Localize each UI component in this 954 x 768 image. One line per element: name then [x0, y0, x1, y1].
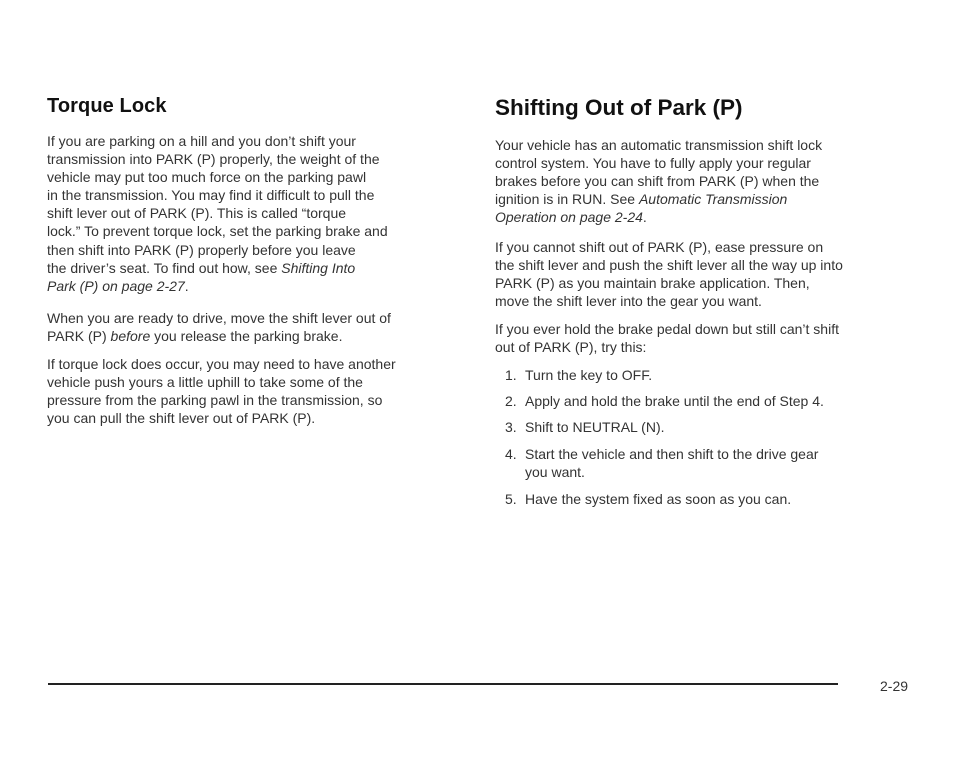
text-line: pressure from the parking pawl in the transmission, so	[47, 392, 383, 409]
step-number: 3.	[505, 419, 517, 435]
text-line: If you are parking on a hill and you don’t shift your	[47, 133, 356, 149]
cross-reference-shifting-into-park: Shifting Into	[281, 259, 356, 276]
step-text: Have the system fixed as soon as you can.	[525, 491, 792, 507]
list-item	[505, 366, 652, 384]
text-line: Your vehicle has an automatic transmission shift lock	[495, 137, 823, 153]
text-line	[495, 190, 822, 208]
text-run: the driver’s seat. To find out how, see	[47, 259, 282, 276]
text-line: control system. You have to fully apply your regular	[495, 155, 811, 172]
text-run: you release the parking brake.	[150, 328, 343, 345]
text-run: .	[184, 277, 189, 294]
text-line: If you ever hold the brake pedal down but still can’t shift	[495, 321, 839, 337]
text-line	[47, 327, 391, 345]
step-number: 2.	[505, 393, 517, 409]
step-text: Start the vehicle and then shift to the drive gear	[525, 446, 819, 462]
text-line: If you cannot shift out of PARK (P), ease pressure on	[495, 239, 824, 255]
text-line: vehicle may put too much force on the parking pawl	[47, 169, 367, 186]
text-line	[47, 277, 388, 295]
list-item	[505, 445, 818, 481]
step-text: Turn the key to OFF.	[525, 367, 653, 383]
emphasis-before: before	[110, 328, 151, 345]
text-line: then shift into PARK (P) properly before you leave	[47, 241, 356, 258]
text-line: the shift lever and push the shift lever all the way up into	[495, 257, 843, 274]
step-number: 4.	[505, 446, 517, 462]
text-line: PARK (P) as you maintain brake application. Then,	[495, 275, 810, 292]
shifting-paragraph-2	[495, 238, 843, 310]
text-run: PARK (P)	[47, 328, 111, 345]
text-line	[495, 208, 822, 226]
step-text: Shift to NEUTRAL (N).	[525, 419, 665, 435]
shifting-paragraph-1	[495, 136, 822, 226]
torque-lock-heading: Torque Lock	[47, 95, 167, 117]
step-text: Apply and hold the brake until the end of Step 4.	[525, 393, 824, 409]
text-line: vehicle push yours a little uphill to take some of the	[47, 374, 363, 391]
list-item	[505, 418, 665, 436]
footer-divider	[48, 683, 838, 685]
text-line: When you are ready to drive, move the shift lever out of	[47, 310, 391, 326]
shifting-out-of-park-heading: Shifting Out of Park (P)	[495, 95, 743, 120]
text-line: If torque lock does occur, you may need to have another	[47, 356, 396, 372]
torque-lock-paragraph-3	[47, 355, 396, 427]
step-number: 5.	[505, 491, 517, 507]
text-line: shift lever out of PARK (P). This is called “torque	[47, 205, 347, 222]
shifting-paragraph-3	[495, 320, 839, 356]
text-run: .	[642, 209, 647, 226]
cross-reference-page: Operation on page 2-24	[495, 209, 643, 226]
cross-reference-page: Park (P) on page 2-27	[47, 277, 185, 294]
text-line: lock.” To prevent torque lock, set the parking brake and	[47, 223, 388, 240]
list-item	[505, 392, 824, 410]
text-line: you can pull the shift lever out of PARK (P).	[47, 410, 316, 427]
step-text: you want.	[525, 464, 585, 481]
text-line: brakes before you can shift from PARK (P) when the	[495, 173, 820, 190]
text-line	[47, 259, 388, 277]
torque-lock-paragraph-2	[47, 309, 391, 345]
text-line: move the shift lever into the gear you want.	[495, 293, 762, 310]
cross-reference-automatic-transmission: Automatic Transmission	[638, 191, 788, 208]
list-item	[505, 490, 791, 508]
step-number: 1.	[505, 367, 517, 383]
text-line: out of PARK (P), try this:	[495, 339, 647, 356]
text-line: in the transmission. You may find it difficult to pull the	[47, 187, 375, 204]
text-line: transmission into PARK (P) properly, the weight of the	[47, 151, 380, 168]
page-number: 2-29	[880, 678, 909, 694]
torque-lock-paragraph-1	[47, 132, 388, 295]
text-run: ignition is in RUN. See	[495, 191, 639, 208]
